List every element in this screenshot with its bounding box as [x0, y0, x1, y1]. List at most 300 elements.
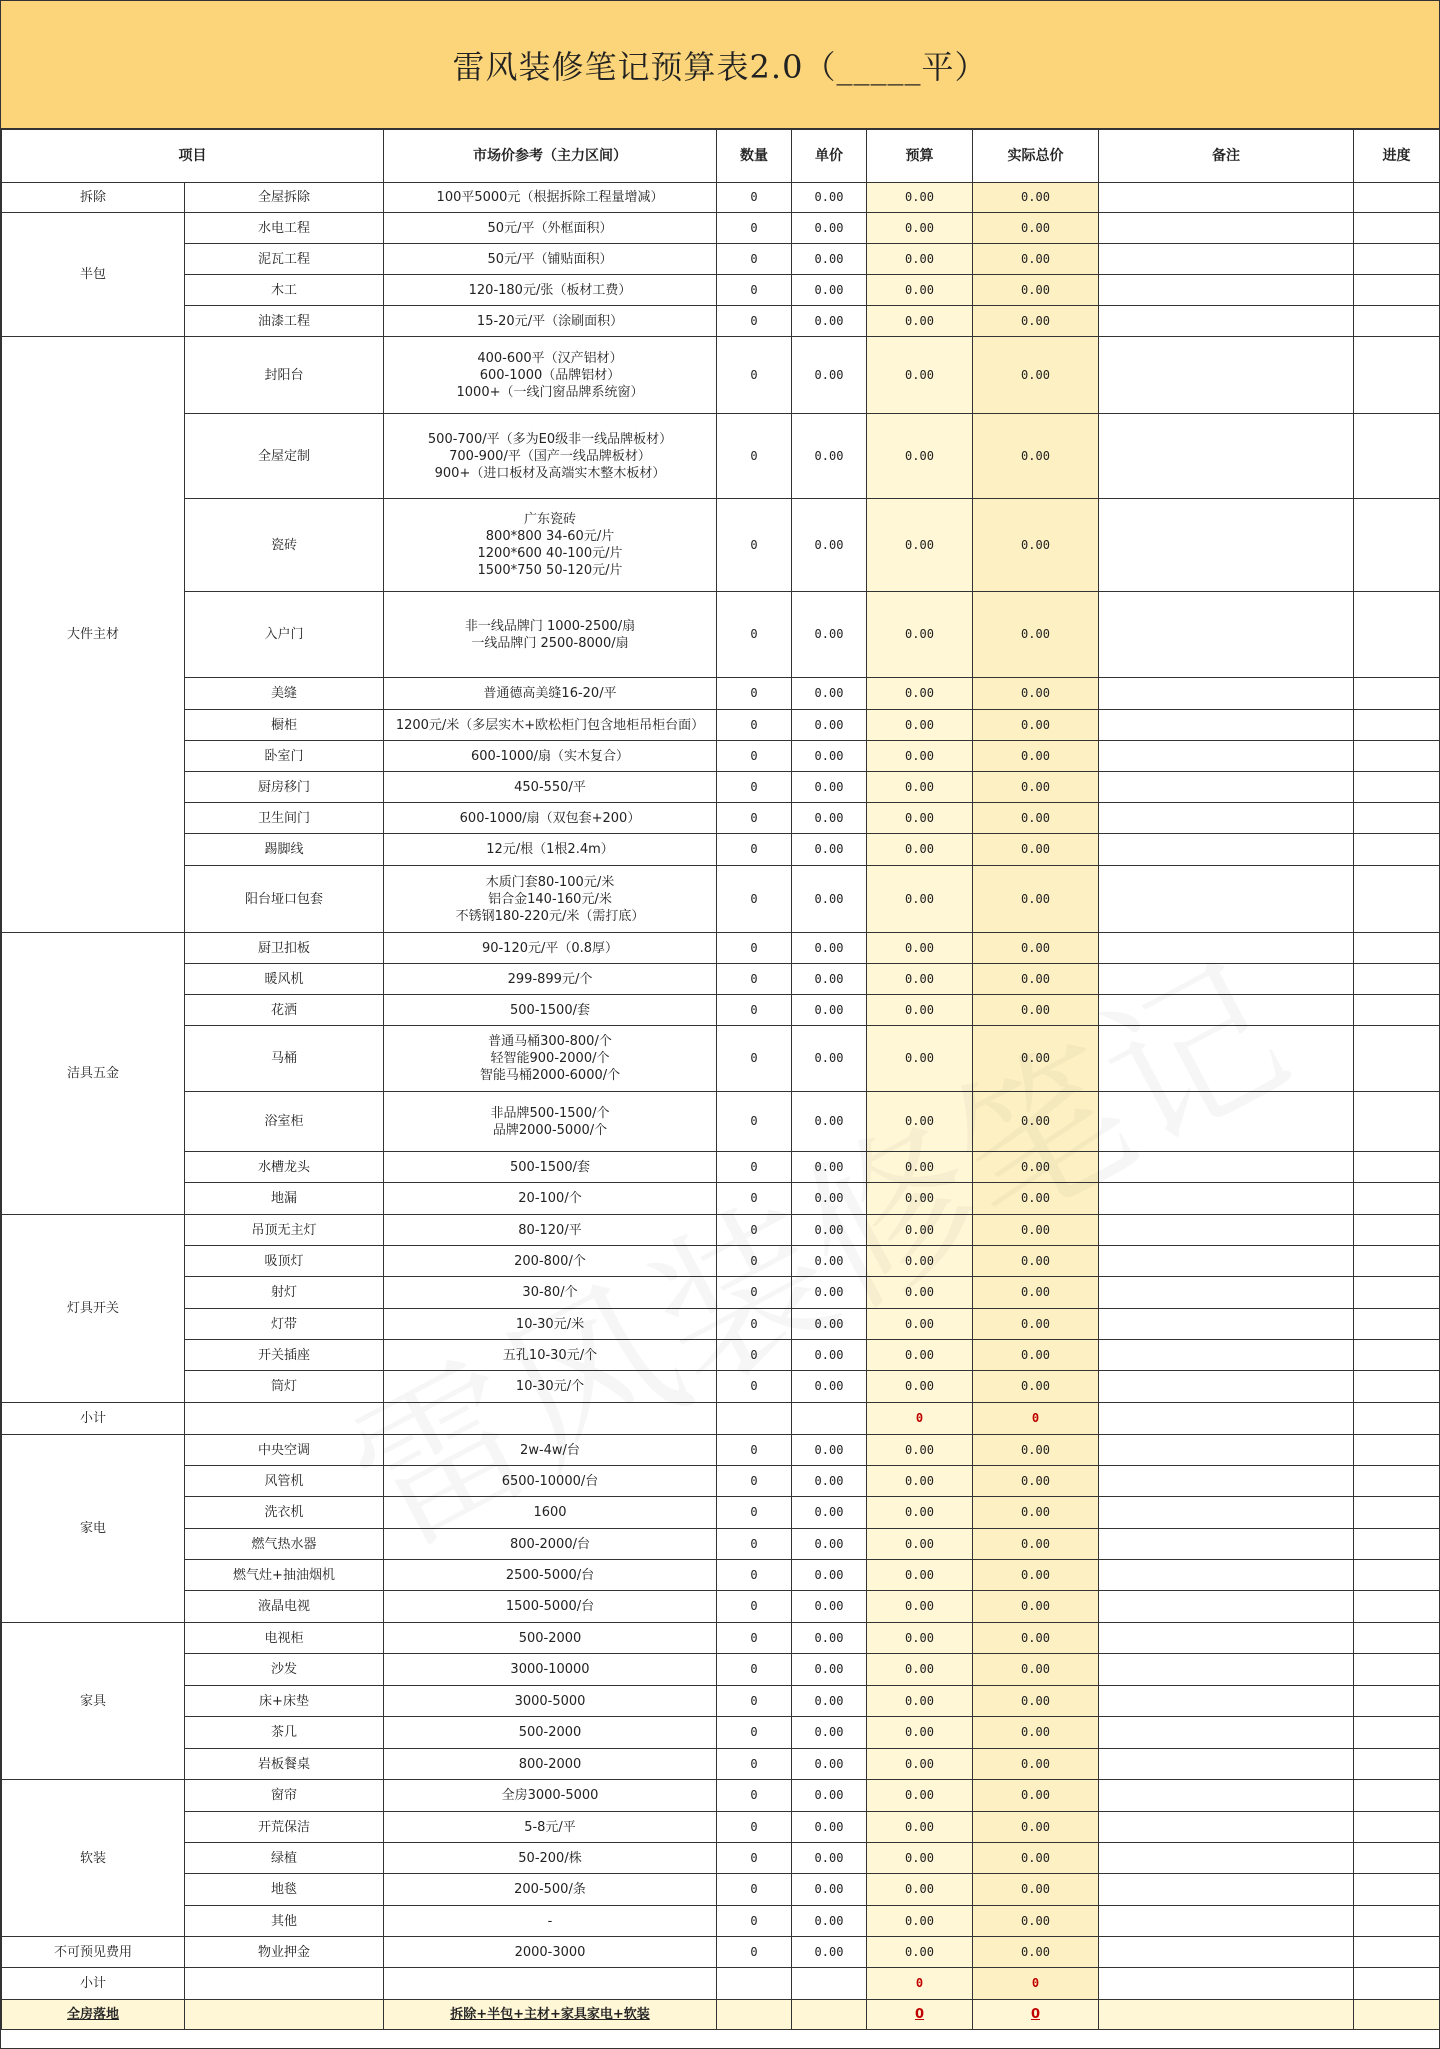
- progress-cell[interactable]: [1354, 1183, 1440, 1215]
- unit-price-cell[interactable]: 0.00: [792, 995, 867, 1026]
- market-ref-line: 50元/平（铺贴面积）: [487, 251, 613, 267]
- qty-cell[interactable]: 0: [717, 866, 792, 933]
- progress-cell[interactable]: [1354, 213, 1440, 244]
- qty-cell[interactable]: 0: [717, 1812, 792, 1843]
- qty-cell[interactable]: 0: [717, 337, 792, 414]
- market-ref: [384, 306, 717, 337]
- subtotal-empty-4: [792, 1968, 867, 2000]
- qty-cell[interactable]: 0: [717, 1623, 792, 1654]
- item-name: 暖风机: [185, 964, 384, 995]
- market-ref-line: 120-180元/张（板材工费）: [468, 282, 632, 298]
- actual-total-cell: 0.00: [973, 499, 1099, 592]
- header-row: [2, 130, 1440, 183]
- actual-total-cell: 0.00: [973, 1780, 1099, 1812]
- progress-cell[interactable]: [1354, 1309, 1440, 1340]
- unit-price-cell[interactable]: 0.00: [792, 1560, 867, 1591]
- progress-cell[interactable]: [1354, 1654, 1440, 1686]
- progress-cell[interactable]: [1354, 1686, 1440, 1717]
- actual-total-cell: 0.00: [973, 1309, 1099, 1340]
- subtotal-empty-3: [717, 1403, 792, 1435]
- progress-cell[interactable]: [1354, 183, 1440, 213]
- qty-cell[interactable]: 0: [717, 1092, 792, 1152]
- unit-price-cell[interactable]: 0.00: [792, 1654, 867, 1686]
- progress-cell[interactable]: [1354, 1968, 1440, 2000]
- table-row: [2, 678, 1440, 710]
- budget-cell: 0.00: [867, 1092, 973, 1152]
- notes-cell[interactable]: [1099, 803, 1354, 834]
- budget-cell: 0.00: [867, 710, 973, 741]
- progress-cell[interactable]: [1354, 1497, 1440, 1529]
- market-ref-line: 12元/根（1根2.4m）: [486, 842, 614, 857]
- qty-cell[interactable]: 0: [717, 306, 792, 337]
- table-row: [2, 866, 1440, 933]
- notes-cell[interactable]: [1099, 1529, 1354, 1560]
- progress-cell[interactable]: [1354, 275, 1440, 306]
- progress-cell[interactable]: [1354, 1340, 1440, 1371]
- unit-price-cell[interactable]: 0.00: [792, 1843, 867, 1874]
- item-name: 吊顶无主灯: [185, 1215, 384, 1246]
- item-name: 卧室门: [185, 741, 384, 772]
- notes-cell[interactable]: [1099, 1937, 1354, 1968]
- unit-price-cell[interactable]: 0.00: [792, 933, 867, 964]
- item-name: 开荒保洁: [185, 1812, 384, 1843]
- notes-cell[interactable]: [1099, 1092, 1354, 1152]
- actual-total-cell: 0.00: [973, 1874, 1099, 1906]
- item-name: 入户门: [185, 592, 384, 678]
- actual-total-cell: 0.00: [973, 414, 1099, 499]
- actual-total-cell: 0.00: [973, 337, 1099, 414]
- qty-cell[interactable]: 0: [717, 1591, 792, 1623]
- qty-cell[interactable]: 0: [717, 964, 792, 995]
- notes-cell[interactable]: [1099, 183, 1354, 213]
- unit-price-cell[interactable]: 0.00: [792, 183, 867, 213]
- unit-price-cell[interactable]: 0.00: [792, 710, 867, 741]
- qty-cell[interactable]: 0: [717, 1309, 792, 1340]
- progress-cell[interactable]: [1354, 1026, 1440, 1092]
- market-ref-line: 轻智能900-2000/个: [490, 1051, 610, 1066]
- progress-cell[interactable]: [1354, 592, 1440, 678]
- progress-cell[interactable]: [1354, 1749, 1440, 1780]
- budget-cell: 0.00: [867, 1152, 973, 1183]
- progress-cell[interactable]: [1354, 1874, 1440, 1906]
- notes-cell[interactable]: [1099, 1968, 1354, 2000]
- qty-cell[interactable]: 0: [717, 710, 792, 741]
- progress-cell[interactable]: [1354, 678, 1440, 710]
- budget-cell: 0.00: [867, 1277, 973, 1309]
- qty-cell[interactable]: 0: [717, 1435, 792, 1466]
- final-budget: 0: [867, 2000, 973, 2030]
- sheet-title: 雷风装修笔记预算表2.0（_____平）: [452, 47, 988, 86]
- unit-price-cell[interactable]: 0.00: [792, 1466, 867, 1497]
- market-ref-line: 500-700/平（多为E0级非一线品牌板材）: [427, 431, 673, 447]
- table-row: [2, 1183, 1440, 1215]
- progress-cell[interactable]: [1354, 1277, 1440, 1309]
- progress-cell[interactable]: [1354, 1560, 1440, 1591]
- progress-cell[interactable]: [1354, 772, 1440, 803]
- qty-cell[interactable]: 0: [717, 1874, 792, 1906]
- market-ref-line: 500-1500/套: [510, 1159, 590, 1175]
- budget-cell: 0.00: [867, 1686, 973, 1717]
- qty-cell[interactable]: 0: [717, 183, 792, 213]
- qty-cell[interactable]: 0: [717, 1937, 792, 1968]
- market-ref: [384, 1591, 717, 1623]
- item-name: 全屋拆除: [185, 183, 384, 213]
- table-row: [2, 1497, 1440, 1529]
- unit-price-cell[interactable]: 0.00: [792, 1812, 867, 1843]
- header-unit-price: 单价: [792, 130, 867, 183]
- market-ref: [384, 710, 717, 741]
- unit-price-cell[interactable]: 0.00: [792, 1529, 867, 1560]
- market-ref-line: 10-30元/个: [515, 1379, 585, 1394]
- qty-cell[interactable]: 0: [717, 1340, 792, 1371]
- qty-cell[interactable]: 0: [717, 275, 792, 306]
- unit-price-cell[interactable]: 0.00: [792, 1686, 867, 1717]
- qty-cell[interactable]: 0: [717, 741, 792, 772]
- notes-cell[interactable]: [1099, 1749, 1354, 1780]
- actual-total-cell: 0.00: [973, 866, 1099, 933]
- budget-table: [1, 129, 1440, 2030]
- unit-price-cell[interactable]: 0.00: [792, 1780, 867, 1812]
- notes-cell[interactable]: [1099, 592, 1354, 678]
- actual-total-cell: 0.00: [973, 741, 1099, 772]
- qty-cell[interactable]: 0: [717, 1183, 792, 1215]
- unit-price-cell[interactable]: 0.00: [792, 1026, 867, 1092]
- market-ref-line: 3000-10000: [510, 1662, 590, 1677]
- qty-cell[interactable]: 0: [717, 213, 792, 244]
- progress-cell[interactable]: [1354, 964, 1440, 995]
- qty-cell[interactable]: 0: [717, 499, 792, 592]
- qty-cell[interactable]: 0: [717, 1780, 792, 1812]
- progress-cell[interactable]: [1354, 414, 1440, 499]
- market-ref-line: 五孔10-30元/个: [502, 1347, 598, 1363]
- unit-price-cell[interactable]: 0.00: [792, 1215, 867, 1246]
- notes-cell[interactable]: [1099, 1215, 1354, 1246]
- budget-cell: 0.00: [867, 183, 973, 213]
- notes-cell[interactable]: [1099, 1403, 1354, 1435]
- notes-cell[interactable]: [1099, 834, 1354, 866]
- qty-cell[interactable]: 0: [717, 1152, 792, 1183]
- qty-cell[interactable]: 0: [717, 1466, 792, 1497]
- table-row: [2, 1937, 1440, 1968]
- progress-cell[interactable]: [1354, 995, 1440, 1026]
- qty-cell[interactable]: 0: [717, 1371, 792, 1403]
- notes-cell[interactable]: [1099, 678, 1354, 710]
- progress-cell[interactable]: [1354, 499, 1440, 592]
- item-name: 绿植: [185, 1843, 384, 1874]
- notes-cell[interactable]: [1099, 1591, 1354, 1623]
- unit-price-cell[interactable]: 0.00: [792, 1152, 867, 1183]
- progress-cell[interactable]: [1354, 933, 1440, 964]
- table-row: [2, 1277, 1440, 1309]
- notes-cell[interactable]: [1099, 1435, 1354, 1466]
- item-name: 筒灯: [185, 1371, 384, 1403]
- progress-cell[interactable]: [1354, 1906, 1440, 1937]
- budget-cell: 0.00: [867, 1623, 973, 1654]
- unit-price-cell[interactable]: 0.00: [792, 803, 867, 834]
- unit-price-cell[interactable]: 0.00: [792, 772, 867, 803]
- qty-cell[interactable]: 0: [717, 772, 792, 803]
- market-ref: [384, 1717, 717, 1749]
- market-ref: [384, 1466, 717, 1497]
- unit-price-cell[interactable]: 0.00: [792, 1371, 867, 1403]
- item-name: 马桶: [185, 1026, 384, 1092]
- notes-cell[interactable]: [1099, 772, 1354, 803]
- market-ref-line: 500-1500/套: [510, 1002, 590, 1018]
- notes-cell[interactable]: [1099, 1277, 1354, 1309]
- unit-price-cell[interactable]: 0.00: [792, 414, 867, 499]
- notes-cell[interactable]: [1099, 1309, 1354, 1340]
- qty-cell[interactable]: 0: [717, 1843, 792, 1874]
- table-row: [2, 1309, 1440, 1340]
- unit-price-cell[interactable]: 0.00: [792, 834, 867, 866]
- item-name: 地毯: [185, 1874, 384, 1906]
- unit-price-cell[interactable]: 0.00: [792, 1092, 867, 1152]
- progress-cell[interactable]: [1354, 866, 1440, 933]
- subtotal-actual: 0: [973, 1403, 1099, 1435]
- progress-cell[interactable]: [1354, 1435, 1440, 1466]
- budget-cell: 0.00: [867, 1749, 973, 1780]
- market-ref: [384, 803, 717, 834]
- progress-cell[interactable]: [1354, 306, 1440, 337]
- progress-cell[interactable]: [1354, 1717, 1440, 1749]
- unit-price-cell[interactable]: 0.00: [792, 1749, 867, 1780]
- notes-cell[interactable]: [1099, 337, 1354, 414]
- notes-cell[interactable]: [1099, 244, 1354, 275]
- notes-cell[interactable]: [1099, 710, 1354, 741]
- table-row: [2, 244, 1440, 275]
- final-empty-cell: [185, 2000, 384, 2030]
- qty-cell[interactable]: 0: [717, 1215, 792, 1246]
- market-ref: [384, 1529, 717, 1560]
- subtotal-label: 小计: [2, 1968, 185, 2000]
- qty-cell[interactable]: 0: [717, 1560, 792, 1591]
- notes-cell[interactable]: [1099, 1623, 1354, 1654]
- market-ref: [384, 1560, 717, 1591]
- notes-cell[interactable]: [1099, 1466, 1354, 1497]
- unit-price-cell[interactable]: 0.00: [792, 1497, 867, 1529]
- market-ref-line: 1200元/米（多层实木+欧松柜门包含地柜吊柜台面）: [395, 717, 705, 733]
- table-row: [2, 337, 1440, 414]
- market-ref-line: 非品牌500-1500/个: [490, 1105, 610, 1121]
- unit-price-cell[interactable]: 0.00: [792, 1277, 867, 1309]
- notes-cell[interactable]: [1099, 213, 1354, 244]
- progress-cell[interactable]: [1354, 1843, 1440, 1874]
- unit-price-cell[interactable]: 0.00: [792, 964, 867, 995]
- unit-price-cell[interactable]: 0.00: [792, 1717, 867, 1749]
- item-name: 茶几: [185, 1717, 384, 1749]
- market-ref-line: 2500-5000/台: [505, 1567, 595, 1583]
- notes-cell[interactable]: [1099, 1780, 1354, 1812]
- progress-cell[interactable]: [1354, 1591, 1440, 1623]
- actual-total-cell: 0.00: [973, 1152, 1099, 1183]
- actual-total-cell: 0.00: [973, 1560, 1099, 1591]
- budget-cell: 0.00: [867, 306, 973, 337]
- notes-cell[interactable]: [1099, 1686, 1354, 1717]
- budget-cell: 0.00: [867, 1340, 973, 1371]
- budget-cell: 0.00: [867, 1654, 973, 1686]
- progress-cell[interactable]: [1354, 710, 1440, 741]
- unit-price-cell[interactable]: 0.00: [792, 306, 867, 337]
- unit-price-cell[interactable]: 0.00: [792, 592, 867, 678]
- qty-cell[interactable]: 0: [717, 1686, 792, 1717]
- progress-cell[interactable]: [1354, 741, 1440, 772]
- notes-cell[interactable]: [1099, 1843, 1354, 1874]
- progress-cell[interactable]: [1354, 1780, 1440, 1812]
- notes-cell[interactable]: [1099, 1812, 1354, 1843]
- unit-price-cell[interactable]: 0.00: [792, 1906, 867, 1937]
- market-ref-line: 299-899元/个: [507, 971, 593, 987]
- notes-cell[interactable]: [1099, 1026, 1354, 1092]
- market-ref: [384, 1152, 717, 1183]
- market-ref-line: 900+（进口板材及高端实木整木板材）: [434, 465, 666, 481]
- unit-price-cell[interactable]: 0.00: [792, 1591, 867, 1623]
- market-ref: [384, 933, 717, 964]
- qty-cell[interactable]: 0: [717, 1717, 792, 1749]
- progress-cell[interactable]: [1354, 1152, 1440, 1183]
- notes-cell[interactable]: [1099, 499, 1354, 592]
- notes-cell[interactable]: [1099, 1874, 1354, 1906]
- table-row: [2, 306, 1440, 337]
- category-cell: 家具: [2, 1623, 185, 1780]
- notes-cell[interactable]: [1099, 1906, 1354, 1937]
- market-ref: [384, 244, 717, 275]
- notes-cell[interactable]: [1099, 1152, 1354, 1183]
- table-row: [2, 275, 1440, 306]
- market-ref: [384, 1215, 717, 1246]
- progress-cell[interactable]: [1354, 1937, 1440, 1968]
- qty-cell[interactable]: 0: [717, 834, 792, 866]
- progress-cell[interactable]: [1354, 244, 1440, 275]
- market-ref-line: 铝合金140-160元/米: [488, 891, 612, 907]
- qty-cell[interactable]: 0: [717, 803, 792, 834]
- progress-cell[interactable]: [1354, 1529, 1440, 1560]
- table-row: [2, 1874, 1440, 1906]
- actual-total-cell: 0.00: [973, 964, 1099, 995]
- qty-cell[interactable]: 0: [717, 1654, 792, 1686]
- actual-total-cell: 0.00: [973, 275, 1099, 306]
- qty-cell[interactable]: 0: [717, 1749, 792, 1780]
- table-row: [2, 592, 1440, 678]
- budget-cell: 0.00: [867, 275, 973, 306]
- qty-cell[interactable]: 0: [717, 678, 792, 710]
- qty-cell[interactable]: 0: [717, 592, 792, 678]
- actual-total-cell: 0.00: [973, 1246, 1099, 1277]
- qty-cell[interactable]: 0: [717, 1277, 792, 1309]
- qty-cell[interactable]: 0: [717, 995, 792, 1026]
- actual-total-cell: 0.00: [973, 834, 1099, 866]
- progress-cell[interactable]: [1354, 1092, 1440, 1152]
- market-ref: [384, 1937, 717, 1968]
- market-ref-line: 不锈钢180-220元/米（需打底）: [455, 908, 645, 924]
- progress-cell[interactable]: [1354, 1623, 1440, 1654]
- unit-price-cell[interactable]: 0.00: [792, 1874, 867, 1906]
- notes-cell[interactable]: [1099, 275, 1354, 306]
- progress-cell[interactable]: [1354, 1371, 1440, 1403]
- budget-cell: 0.00: [867, 1843, 973, 1874]
- qty-cell[interactable]: 0: [717, 414, 792, 499]
- market-ref: [384, 1812, 717, 1843]
- progress-cell[interactable]: [1354, 834, 1440, 866]
- final-notes-cell: [1099, 2000, 1354, 2030]
- unit-price-cell[interactable]: 0.00: [792, 1435, 867, 1466]
- qty-cell[interactable]: 0: [717, 933, 792, 964]
- qty-cell[interactable]: 0: [717, 1529, 792, 1560]
- market-ref-line: 800*800 34-60元/片: [485, 529, 615, 544]
- progress-cell[interactable]: [1354, 1403, 1440, 1435]
- unit-price-cell[interactable]: 0.00: [792, 1937, 867, 1968]
- budget-cell: 0.00: [867, 803, 973, 834]
- notes-cell[interactable]: [1099, 933, 1354, 964]
- unit-price-cell[interactable]: 0.00: [792, 1183, 867, 1215]
- unit-price-cell[interactable]: 0.00: [792, 244, 867, 275]
- notes-cell[interactable]: [1099, 1183, 1354, 1215]
- unit-price-cell[interactable]: 0.00: [792, 213, 867, 244]
- market-ref-line: 100平5000元（根据拆除工程量增减）: [436, 190, 664, 205]
- notes-cell[interactable]: [1099, 1371, 1354, 1403]
- notes-cell[interactable]: [1099, 866, 1354, 933]
- header-item: 项目: [2, 130, 384, 183]
- notes-cell[interactable]: [1099, 1560, 1354, 1591]
- unit-price-cell[interactable]: 0.00: [792, 275, 867, 306]
- market-ref: [384, 772, 717, 803]
- progress-cell[interactable]: [1354, 337, 1440, 414]
- unit-price-cell[interactable]: 0.00: [792, 678, 867, 710]
- qty-cell[interactable]: 0: [717, 244, 792, 275]
- market-ref: [384, 1686, 717, 1717]
- notes-cell[interactable]: [1099, 1246, 1354, 1277]
- final-formula: 拆除+半包+主材+家具家电+软装: [384, 2000, 717, 2030]
- qty-cell[interactable]: 0: [717, 1246, 792, 1277]
- market-ref-line: 木质门套80-100元/米: [485, 874, 615, 890]
- unit-price-cell[interactable]: 0.00: [792, 499, 867, 592]
- table-row: [2, 1371, 1440, 1403]
- notes-cell[interactable]: [1099, 1654, 1354, 1686]
- final-actual: 0: [973, 2000, 1099, 2030]
- notes-cell[interactable]: [1099, 964, 1354, 995]
- progress-cell[interactable]: [1354, 803, 1440, 834]
- progress-cell[interactable]: [1354, 1246, 1440, 1277]
- notes-cell[interactable]: [1099, 1717, 1354, 1749]
- notes-cell[interactable]: [1099, 414, 1354, 499]
- progress-cell[interactable]: [1354, 1466, 1440, 1497]
- qty-cell[interactable]: 0: [717, 1026, 792, 1092]
- market-ref-line: 50-200/株: [518, 1850, 582, 1866]
- notes-cell[interactable]: [1099, 995, 1354, 1026]
- progress-cell[interactable]: [1354, 1215, 1440, 1246]
- notes-cell[interactable]: [1099, 306, 1354, 337]
- market-ref-line: 15-20元/平（涂刷面积）: [476, 313, 624, 329]
- final-qty-cell: [717, 2000, 792, 2030]
- item-name: 地漏: [185, 1183, 384, 1215]
- subtotal-row: [2, 1968, 1440, 2000]
- qty-cell[interactable]: 0: [717, 1497, 792, 1529]
- table-row: [2, 772, 1440, 803]
- header-market-ref: 市场价参考（主力区间）: [384, 130, 717, 183]
- qty-cell[interactable]: 0: [717, 1906, 792, 1937]
- notes-cell[interactable]: [1099, 1340, 1354, 1371]
- progress-cell[interactable]: [1354, 1812, 1440, 1843]
- unit-price-cell[interactable]: 0.00: [792, 1309, 867, 1340]
- unit-price-cell[interactable]: 0.00: [792, 741, 867, 772]
- unit-price-cell[interactable]: 0.00: [792, 866, 867, 933]
- notes-cell[interactable]: [1099, 1497, 1354, 1529]
- unit-price-cell[interactable]: 0.00: [792, 1623, 867, 1654]
- notes-cell[interactable]: [1099, 741, 1354, 772]
- unit-price-cell[interactable]: 0.00: [792, 337, 867, 414]
- unit-price-cell[interactable]: 0.00: [792, 1246, 867, 1277]
- table-row: [2, 710, 1440, 741]
- unit-price-cell[interactable]: 0.00: [792, 1340, 867, 1371]
